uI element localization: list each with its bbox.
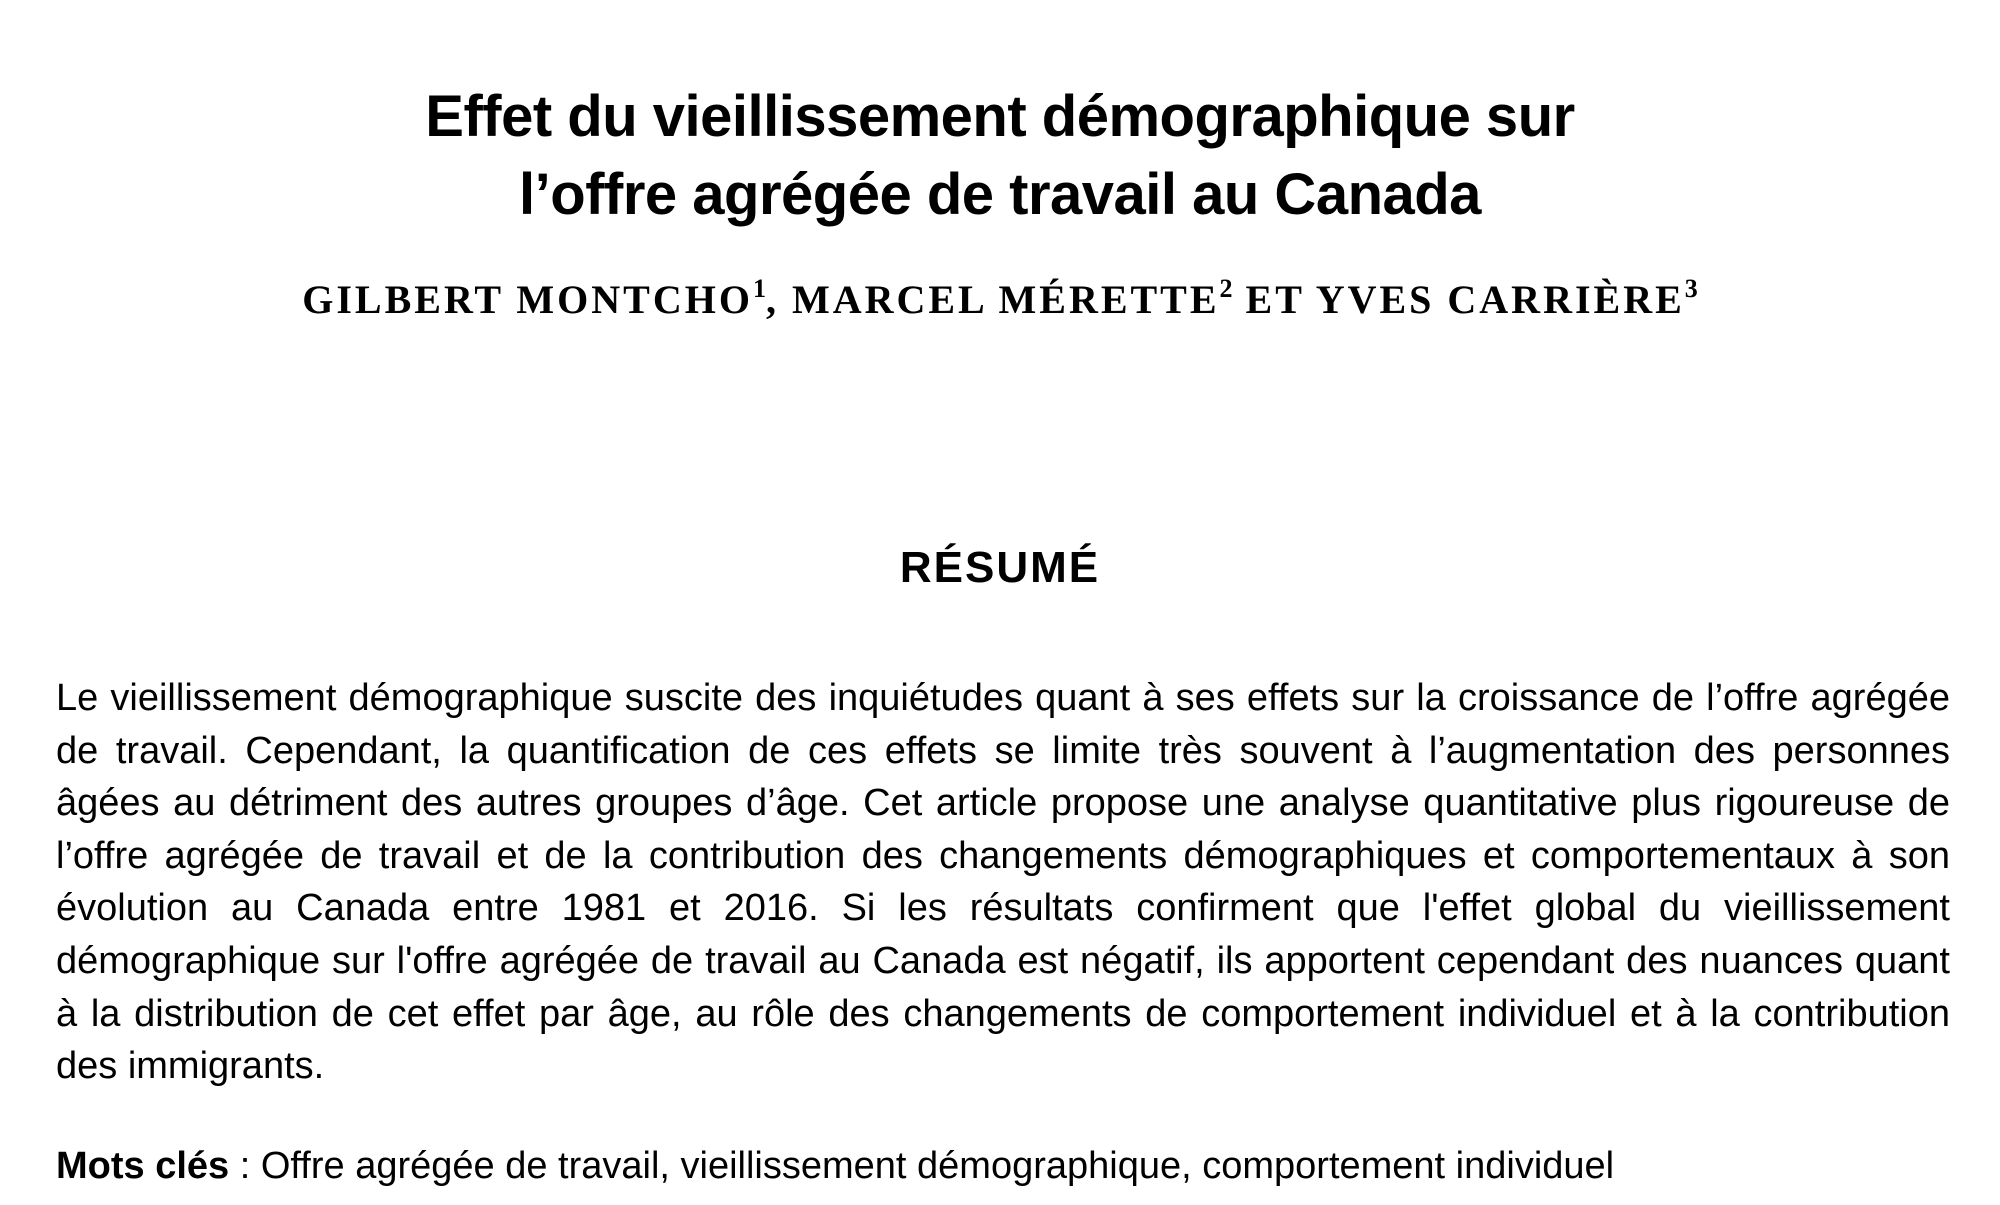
keywords-separator: :	[229, 1145, 261, 1187]
affiliation-mark: 2	[1219, 274, 1233, 303]
author-name: GILBERT MONTCHO	[302, 277, 753, 322]
title-line-2: l’offre agrégée de travail au Canada	[519, 162, 1481, 227]
title-line-1: Effet du vieillissement démographique sur	[425, 84, 1575, 149]
author-name: YVES CARRIÈRE	[1315, 277, 1685, 322]
keywords-text: Offre agrégée de travail, vieillissement démographique, comportement individuel	[260, 1145, 1615, 1187]
abstract-heading: RÉSUMÉ	[899, 543, 1101, 592]
keywords	[56, 1140, 1950, 1192]
paper-title	[0, 78, 2000, 234]
author-list	[0, 275, 2000, 325]
author-separator: ET	[1232, 277, 1316, 322]
keywords-label: Mots clés	[56, 1145, 230, 1187]
author-separator: ,	[765, 277, 792, 322]
affiliation-mark: 3	[1684, 274, 1698, 303]
affiliation-mark: 1	[752, 274, 766, 303]
author-name: MARCEL MÉRETTE	[791, 277, 1220, 322]
abstract-text: Le vieillissement démographique suscite des inquiétudes quant à ses effets sur la croissance de l’offre agrégée de travail. Cependant, la quantification de ces effets se limite très souvent à l’augmentation des personnes âgées au détriment des autres groupes d’âge. Cet article propose une analyse quantitative plus rigoureuse de l’offre agrégée de travail et de la contribution des changements démographiques et comportementaux à son évolution au Canada entre 1981 et 2016. Si les résultats confirment que l'effet global du vieillissement démographique sur l'offre agrégée de travail au Canada est négatif, ils apportent cependant des nuances quant à la distribution de cet effet par âge, au rôle des changements de comportement individuel et à la contribution des immigrants.	[56, 677, 1950, 1088]
